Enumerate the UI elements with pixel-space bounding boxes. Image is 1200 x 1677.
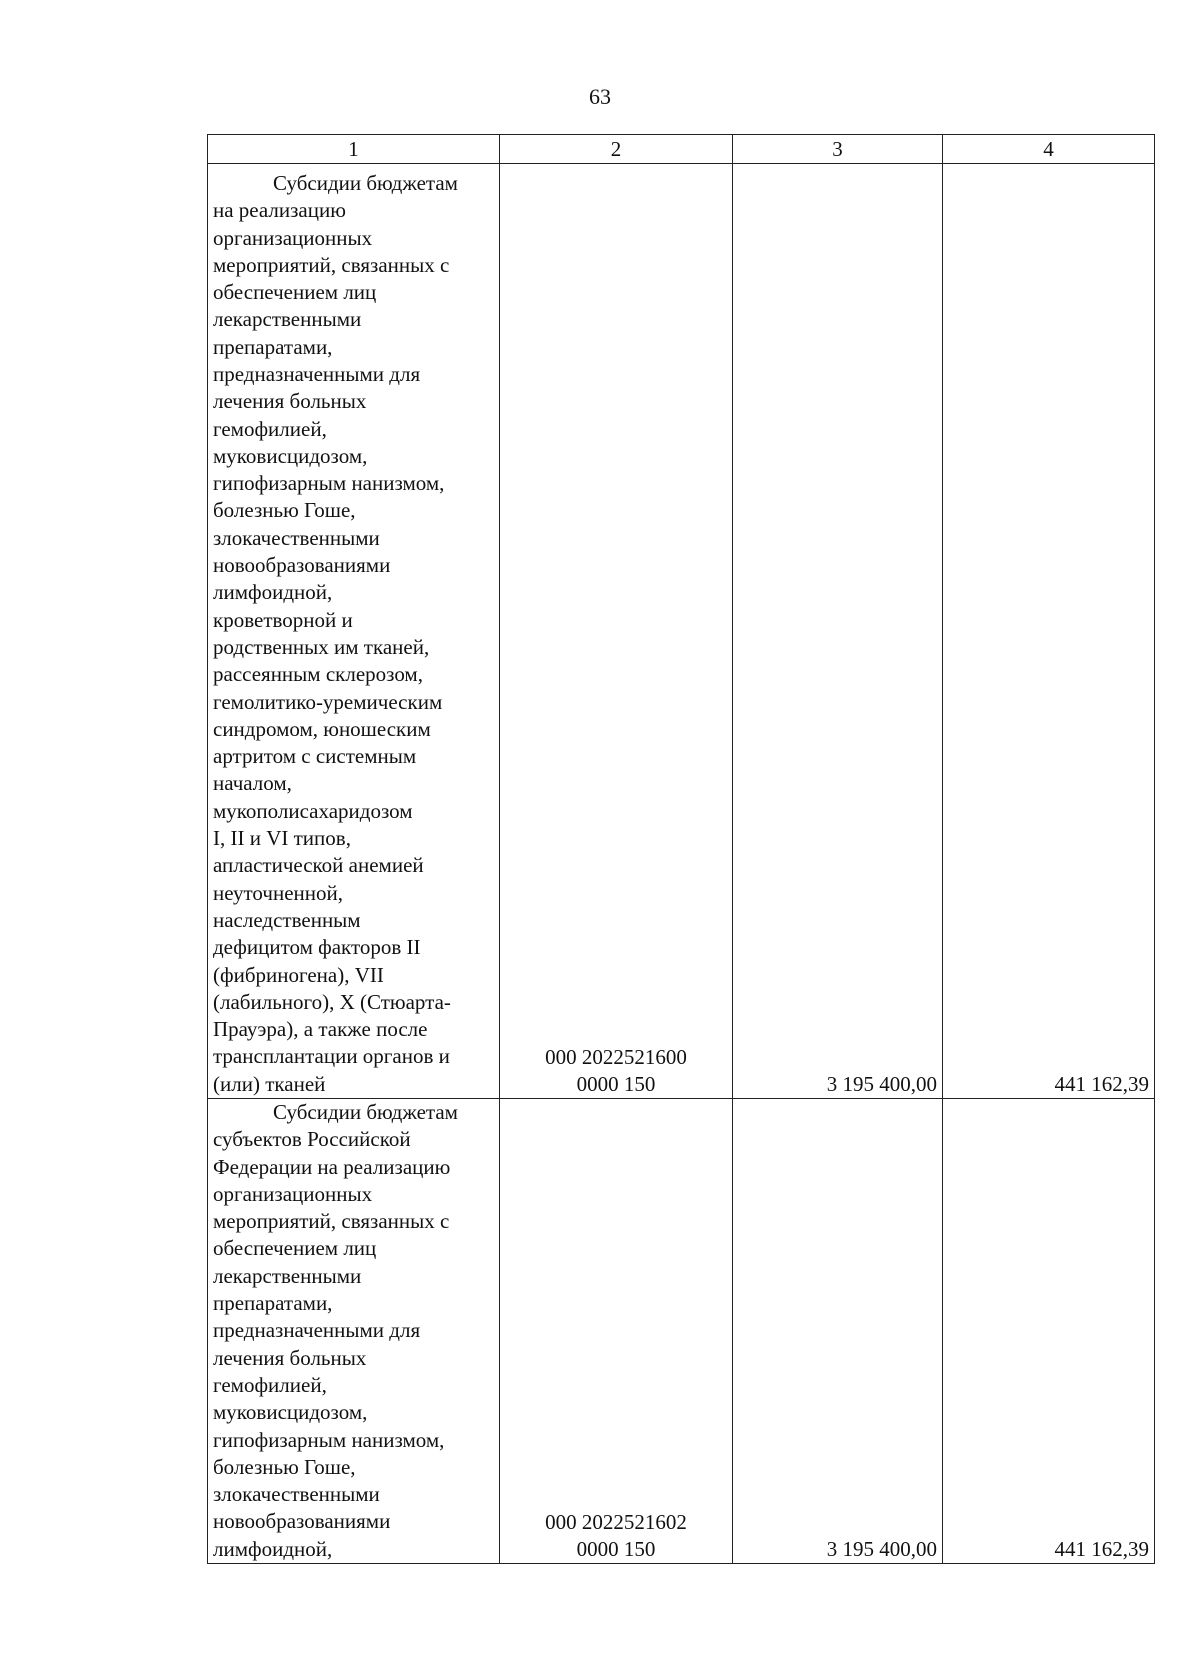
budget-table <box>207 134 1155 1564</box>
description-line: лекарственными <box>213 1263 362 1288</box>
description-line: организационных <box>213 225 373 250</box>
description-line: лимфоидной, <box>213 580 333 605</box>
description-line: обеспечением лиц <box>213 280 377 305</box>
row-code <box>500 164 733 1099</box>
description-line: мукополисахаридозом <box>213 798 413 823</box>
description-line: гемолитико-уремическим <box>213 689 443 714</box>
page-number: 63 <box>589 84 611 109</box>
description-line: препаратами, <box>213 334 333 359</box>
description-line: дефицитом факторов II <box>213 935 421 960</box>
description-line: кроветворной и <box>213 607 353 632</box>
description-line: началом, <box>213 771 292 796</box>
description-line: злокачественными <box>213 1482 380 1507</box>
description-line: лекарственными <box>213 307 362 332</box>
description-line: наследственным <box>213 907 361 932</box>
row-value-3: 3 195 400,00 <box>733 164 943 1099</box>
description-line: препаратами, <box>213 1291 333 1316</box>
description-line: синдромом, юношеским <box>213 716 431 741</box>
row-value-3: 3 195 400,00 <box>733 1099 943 1564</box>
row-description <box>208 1099 500 1564</box>
description-line: мероприятий, связанных с <box>213 252 450 277</box>
table-row <box>208 1099 1155 1564</box>
description-line: I, II и VI типов, <box>213 826 351 851</box>
description-line: (фибриногена), VII <box>213 962 384 987</box>
description-line: новообразованиями <box>213 553 391 578</box>
description-line: неуточненной, <box>213 880 343 905</box>
description-line: мероприятий, связанных с <box>213 1209 450 1234</box>
description-line: рассеянным склерозом, <box>213 662 423 687</box>
description-line: лечения больных <box>213 389 367 414</box>
code-line: 0000 150 <box>576 1537 656 1562</box>
description-line: артритом с системным <box>213 744 417 769</box>
description-line: болезнью Гоше, <box>213 1454 356 1479</box>
description-line: (лабильного), X (Стюарта- <box>213 989 451 1014</box>
description-line: лечения больных <box>213 1345 367 1370</box>
description-line: Субсидии бюджетам <box>273 1100 458 1124</box>
column-header-3: 3 <box>733 135 943 164</box>
description-line: родственных им тканей, <box>213 634 430 659</box>
description-line: Прауэра), а также после <box>213 1017 428 1042</box>
header-row <box>208 135 1155 164</box>
description-line: гипофизарным нанизмом, <box>213 471 445 496</box>
description-line: апластической анемией <box>213 853 424 878</box>
description-line: предназначенными для <box>213 361 421 386</box>
description-line: трансплантации органов и <box>213 1044 450 1069</box>
row-description <box>208 164 500 1099</box>
description-line: Федерации на реализацию <box>213 1154 451 1179</box>
description-line: гемофилией, <box>213 416 327 441</box>
description-line: на реализацию <box>213 198 346 223</box>
description-line: организационных <box>213 1181 373 1206</box>
description-line: муковисцидозом, <box>213 1400 368 1425</box>
description-line: Субсидии бюджетам <box>273 170 458 195</box>
column-header-1: 1 <box>208 135 500 164</box>
description-line: предназначенными для <box>213 1318 421 1343</box>
description-line: болезнью Гоше, <box>213 498 356 523</box>
column-header-2: 2 <box>500 135 733 164</box>
code-line: 000 2022521602 <box>545 1510 687 1535</box>
code-line: 000 2022521600 <box>545 1045 687 1069</box>
description-line: субъектов Российской <box>213 1127 411 1152</box>
row-code <box>500 1099 733 1564</box>
description-line: злокачественными <box>213 525 380 550</box>
code-line: 0000 150 <box>576 1072 656 1096</box>
description-line: муковисцидозом, <box>213 443 368 468</box>
description-line: новообразованиями <box>213 1509 391 1534</box>
description-line: лимфоидной, <box>213 1536 333 1561</box>
row-value-4: 441 162,39 <box>943 164 1155 1099</box>
column-header-4: 4 <box>943 135 1155 164</box>
description-line: обеспечением лиц <box>213 1236 377 1261</box>
row-value-4: 441 162,39 <box>943 1099 1155 1564</box>
description-line: гемофилией, <box>213 1372 327 1397</box>
description-line: гипофизарным нанизмом, <box>213 1427 445 1452</box>
description-line: (или) тканей <box>213 1071 326 1096</box>
table-row <box>208 164 1155 1099</box>
